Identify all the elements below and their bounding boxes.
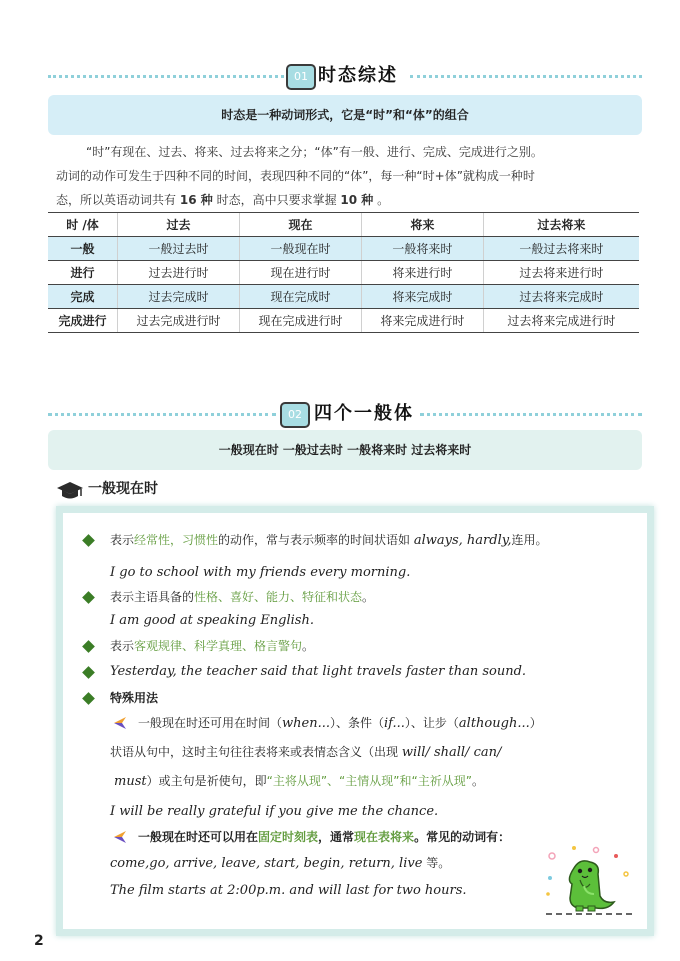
highlight: “主将从现”、“主情从现”和“主祈从现” — [266, 774, 472, 788]
text: 。 — [362, 590, 375, 604]
table-cell: 一般现在时 — [240, 237, 362, 261]
special-usage-1-line-2 — [110, 743, 501, 762]
example-3: Yesterday, the teacher said that light travels faster than sound. — [110, 664, 527, 679]
table-cell: 过去进行时 — [118, 261, 240, 285]
table-row — [48, 309, 639, 333]
table-cell: 现在完成时 — [240, 285, 362, 309]
arrow-bullet-icon — [114, 831, 126, 843]
table-cell: 将来完成时 — [361, 285, 483, 309]
dinosaur-icon — [544, 844, 634, 918]
text: ） — [529, 716, 542, 730]
section-number: 02 — [280, 402, 310, 428]
keyword: when... — [282, 716, 330, 731]
rule-2 — [110, 588, 374, 606]
page-number: 2 — [34, 933, 44, 949]
table-header: 时 /体 — [48, 213, 118, 237]
rule-3 — [110, 637, 314, 655]
section-title: 时态综述 — [318, 65, 398, 86]
table-cell: 过去将来进行时 — [483, 261, 639, 285]
text: 状语从句中，这时主句往往表将来或表情态含义（出现 — [110, 745, 402, 759]
text: 等。 — [422, 856, 451, 870]
table-cell: 将来进行时 — [361, 261, 483, 285]
intro-text: 时态，高中只要求掌握 — [216, 193, 337, 207]
table-cell: 过去完成时 — [118, 285, 240, 309]
table-cell: 一般过去时 — [118, 237, 240, 261]
dotted-divider-right — [420, 413, 642, 416]
highlight: 经常性，习惯性 — [134, 533, 219, 547]
dotted-divider-right — [410, 75, 642, 78]
table-header-row — [48, 213, 639, 237]
intro-text: 。 — [377, 193, 390, 207]
highlight: 性格、喜好、能力、特征和状态 — [194, 590, 363, 604]
keyword: must — [114, 774, 147, 789]
intro-count-16: 16 种 — [179, 193, 213, 207]
table-cell: 一般 — [48, 237, 118, 261]
text: 表示主语具备的 — [110, 590, 195, 604]
text: 连用。 — [511, 533, 548, 547]
intro-count-10: 10 种 — [340, 193, 374, 207]
text: 一般现在时还可用在时间（ — [138, 716, 283, 730]
text: 的动作，常与表示频率的时间状语如 — [218, 533, 414, 547]
example-1: I go to school with my friends every morning. — [110, 565, 411, 580]
example-2: I am good at speaking English. — [110, 613, 314, 628]
special-usage-2-line-1 — [138, 828, 510, 846]
rule-1 — [110, 531, 548, 550]
tense-table — [48, 212, 639, 333]
text: 表示 — [110, 533, 135, 547]
example-4: I will be really grateful if you give me the chance. — [110, 804, 439, 819]
table-header: 过去 — [118, 213, 240, 237]
table-cell: 一般过去将来时 — [483, 237, 639, 261]
table-cell: 完成 — [48, 285, 118, 309]
section-banner-2: 一般现在时 一般过去时 一般将来时 过去将来时 — [48, 430, 642, 470]
text: ）、条件（ — [329, 716, 384, 730]
text: ，通常 — [318, 830, 355, 844]
table-header: 现在 — [240, 213, 362, 237]
table-row — [48, 285, 639, 309]
example-5: The film starts at 2:00p.m. and will last for two hours. — [110, 883, 467, 898]
section-number: 01 — [286, 64, 316, 90]
intro-line-1: “时”有现在、过去、将来、过去将来之分；“体”有一般、进行、完成、完成进行之别。 — [86, 145, 543, 159]
table-row — [48, 237, 639, 261]
table-header: 过去将来 — [483, 213, 639, 237]
highlight: 固定时刻表 — [258, 830, 319, 844]
keyword: if... — [384, 716, 405, 731]
keyword: will/ shall/ can/ — [401, 745, 502, 760]
table-cell: 将来完成进行时 — [361, 309, 483, 333]
keyword: although... — [458, 716, 530, 731]
text: 一般现在时还可以用在 — [138, 830, 259, 844]
intro-line-2: 动词的动作可发生于四种不同的时间，表现四种不同的“体”，每一种“时+体”就构成一种时 — [56, 169, 535, 183]
section-header-1 — [48, 64, 642, 90]
table-cell: 过去将来完成时 — [483, 285, 639, 309]
text: ）、让步（ — [404, 716, 459, 730]
subheading-title: 一般现在时 — [88, 481, 158, 497]
special-usage-1-line-1 — [138, 714, 542, 733]
intro-line-3 — [56, 188, 646, 212]
table-cell: 现在完成进行时 — [240, 309, 362, 333]
table-cell: 进行 — [48, 261, 118, 285]
special-usage-1-line-3 — [114, 772, 484, 791]
highlight: 客观规律、科学真理、格言警句 — [134, 639, 303, 653]
arrow-bullet-icon — [114, 717, 126, 729]
intro-paragraph — [56, 140, 646, 212]
section-title: 四个一般体 — [314, 403, 414, 424]
table-cell: 现在进行时 — [240, 261, 362, 285]
keyword: always, hardly, — [413, 533, 512, 548]
table-cell: 一般将来时 — [361, 237, 483, 261]
table-cell: 完成进行 — [48, 309, 118, 333]
section-header-2 — [48, 402, 642, 428]
rule-4: 特殊用法 — [110, 691, 159, 705]
text: 。常见的动词有： — [414, 830, 511, 844]
table-row — [48, 261, 639, 285]
table-cell: 过去将来完成进行时 — [483, 309, 639, 333]
table-header: 将来 — [361, 213, 483, 237]
special-usage-2-line-2 — [110, 854, 450, 873]
dotted-divider-left — [48, 75, 284, 78]
text: ）或主句是祈使句，即 — [146, 774, 267, 788]
verb-list: come,go, arrive, leave, start, begin, return, live — [110, 856, 423, 871]
dotted-divider-left — [48, 413, 276, 416]
text: 。 — [471, 774, 484, 788]
section-banner-1: 时态是一种动词形式，它是“时”和“体”的组合 — [48, 95, 642, 135]
intro-text: 态，所以英语动词共有 — [56, 193, 177, 207]
highlight: 现在表将来 — [354, 830, 415, 844]
graduation-cap-icon — [56, 480, 84, 500]
text: 表示 — [110, 639, 135, 653]
table-cell: 过去完成进行时 — [118, 309, 240, 333]
text: 。 — [302, 639, 315, 653]
